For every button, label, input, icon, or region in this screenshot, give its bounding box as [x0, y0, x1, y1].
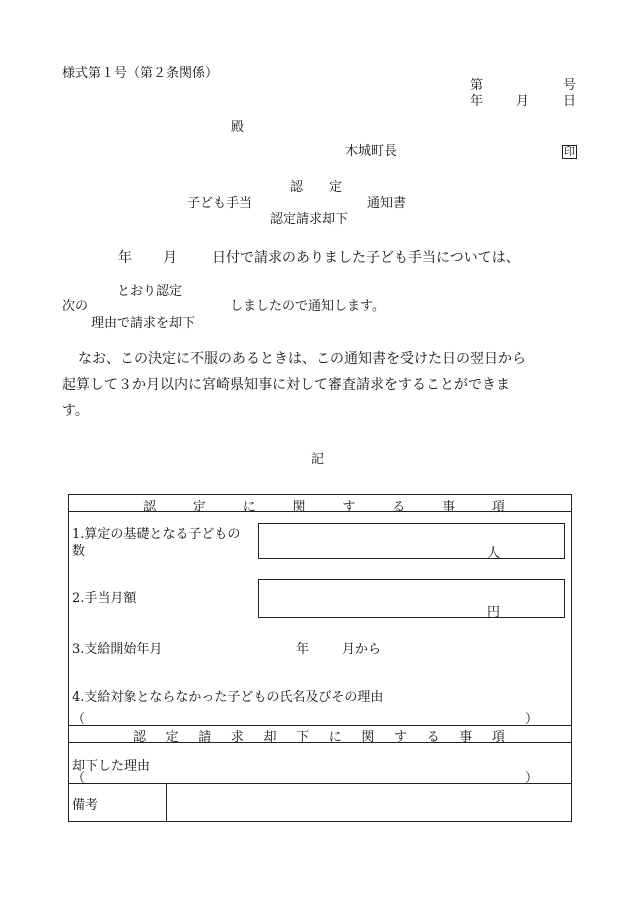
- body-year: 年: [118, 250, 132, 266]
- monthly-amount-field: [258, 579, 565, 618]
- date-year: 年: [470, 94, 484, 109]
- document-number-prefix: 第: [470, 78, 484, 93]
- title-top: 認 定: [290, 180, 343, 195]
- document-number-suffix: 号: [563, 78, 577, 93]
- appeal-line-2: 起算して３か月以内に宮崎県知事に対して審査請求をすることができま: [62, 377, 510, 393]
- divider: [69, 783, 571, 784]
- issuer-name: 木城町長: [345, 144, 398, 159]
- item1-label-cont: 数: [72, 544, 86, 559]
- body-line1-text: 日付で請求のありました子ども手当については、: [212, 250, 520, 266]
- item4-paren-close: ）: [525, 712, 539, 727]
- child-count-unit: 人: [487, 546, 501, 561]
- item4-label: 4.支給対象とならなかった子どもの氏名及びその理由: [72, 690, 384, 705]
- title-middle-right: 通知書: [367, 196, 407, 211]
- body-month: 月: [163, 250, 177, 266]
- remarks-divider: [166, 783, 167, 821]
- appeal-line-3: す。: [62, 403, 89, 419]
- date-month: 月: [516, 94, 530, 109]
- child-count-field: [258, 523, 565, 559]
- notice-table: [68, 494, 572, 822]
- body-line2-left: 次の: [62, 299, 89, 314]
- item1-label: 1.算定の基礎となる子どもの: [72, 527, 241, 542]
- divider: [69, 742, 571, 743]
- reject-reason-label: 却下した理由: [72, 759, 151, 774]
- appeal-line-1: なお、この決定に不服のあるときは、この通知書を受けた日の翌日から: [78, 351, 526, 367]
- option-approve: とおり認定: [117, 284, 183, 299]
- date-day: 日: [563, 94, 577, 109]
- body-line2-right: しましたので通知します。: [230, 299, 385, 314]
- title-bottom: 認定請求却下: [270, 212, 349, 227]
- form-label: 様式第１号（第２条関係）: [62, 66, 219, 81]
- item4-paren-open: （: [72, 712, 86, 727]
- item2-label: 2.手当月額: [72, 591, 137, 606]
- seal-text: 印: [564, 145, 575, 158]
- remarks-label: 備考: [72, 798, 99, 813]
- monthly-amount-unit: 円: [487, 605, 501, 620]
- item3-label: 3.支給開始年月: [72, 642, 163, 657]
- ki-heading: 記: [311, 452, 325, 467]
- reject-paren-close: ）: [525, 771, 539, 786]
- seal-mark: [562, 140, 577, 159]
- divider: [69, 511, 571, 512]
- reject-paren-open: （: [72, 771, 86, 786]
- title-middle-left: 子ども手当: [187, 196, 253, 211]
- item3-year: 年: [296, 642, 310, 657]
- section1-header: 認 定 に 関 す る 事 項: [143, 500, 505, 515]
- section2-header: 認 定 請 求 却 下 に 関 す る 事 項: [133, 730, 505, 745]
- item3-month: 月から: [342, 642, 382, 657]
- option-reject: 理由で請求を却下: [91, 316, 196, 331]
- addressee-suffix: 殿: [231, 120, 245, 135]
